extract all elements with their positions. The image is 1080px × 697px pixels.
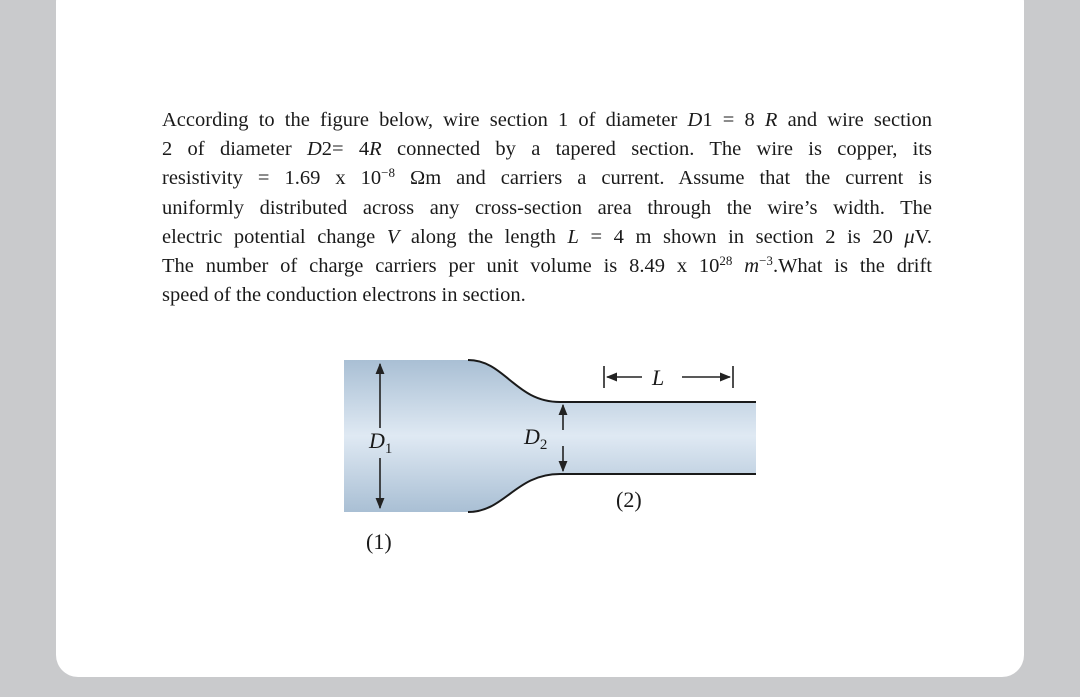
wire-shape (344, 360, 756, 512)
problem-line-2: 2 of diameter D2= 4R connected by a tapered section. The wire is copper, its (162, 138, 933, 161)
l-label: L (652, 365, 665, 390)
d2-label: $D_2$ (524, 424, 548, 453)
problem-line-5: electric potential change V along the length L = 4 m shown in section 2 is 20 μV. (162, 225, 932, 248)
problem-line-4: uniformly distributed across any cross-section area through the wire’s width. The (162, 196, 932, 219)
problem-line-3: resistivity = 1.69 x $10^{-8}$ Ωm and carriers a current. Assume that the current is (162, 165, 933, 190)
problem-line-6: The number of charge carriers per unit volume is 8.49 x $10^{28}$ $m^{-3}.What$ is the drift (162, 253, 933, 278)
problem-line-1: According to the figure below, wire section 1 of diameter D1 = 8 R and wire section (162, 109, 933, 131)
section-1-label: (1) (366, 529, 392, 554)
problem-line-7: speed of the conduction electrons in section. (162, 284, 526, 307)
section-2-label: (2) (616, 487, 642, 512)
d1-label: $D_1$ (369, 428, 393, 457)
